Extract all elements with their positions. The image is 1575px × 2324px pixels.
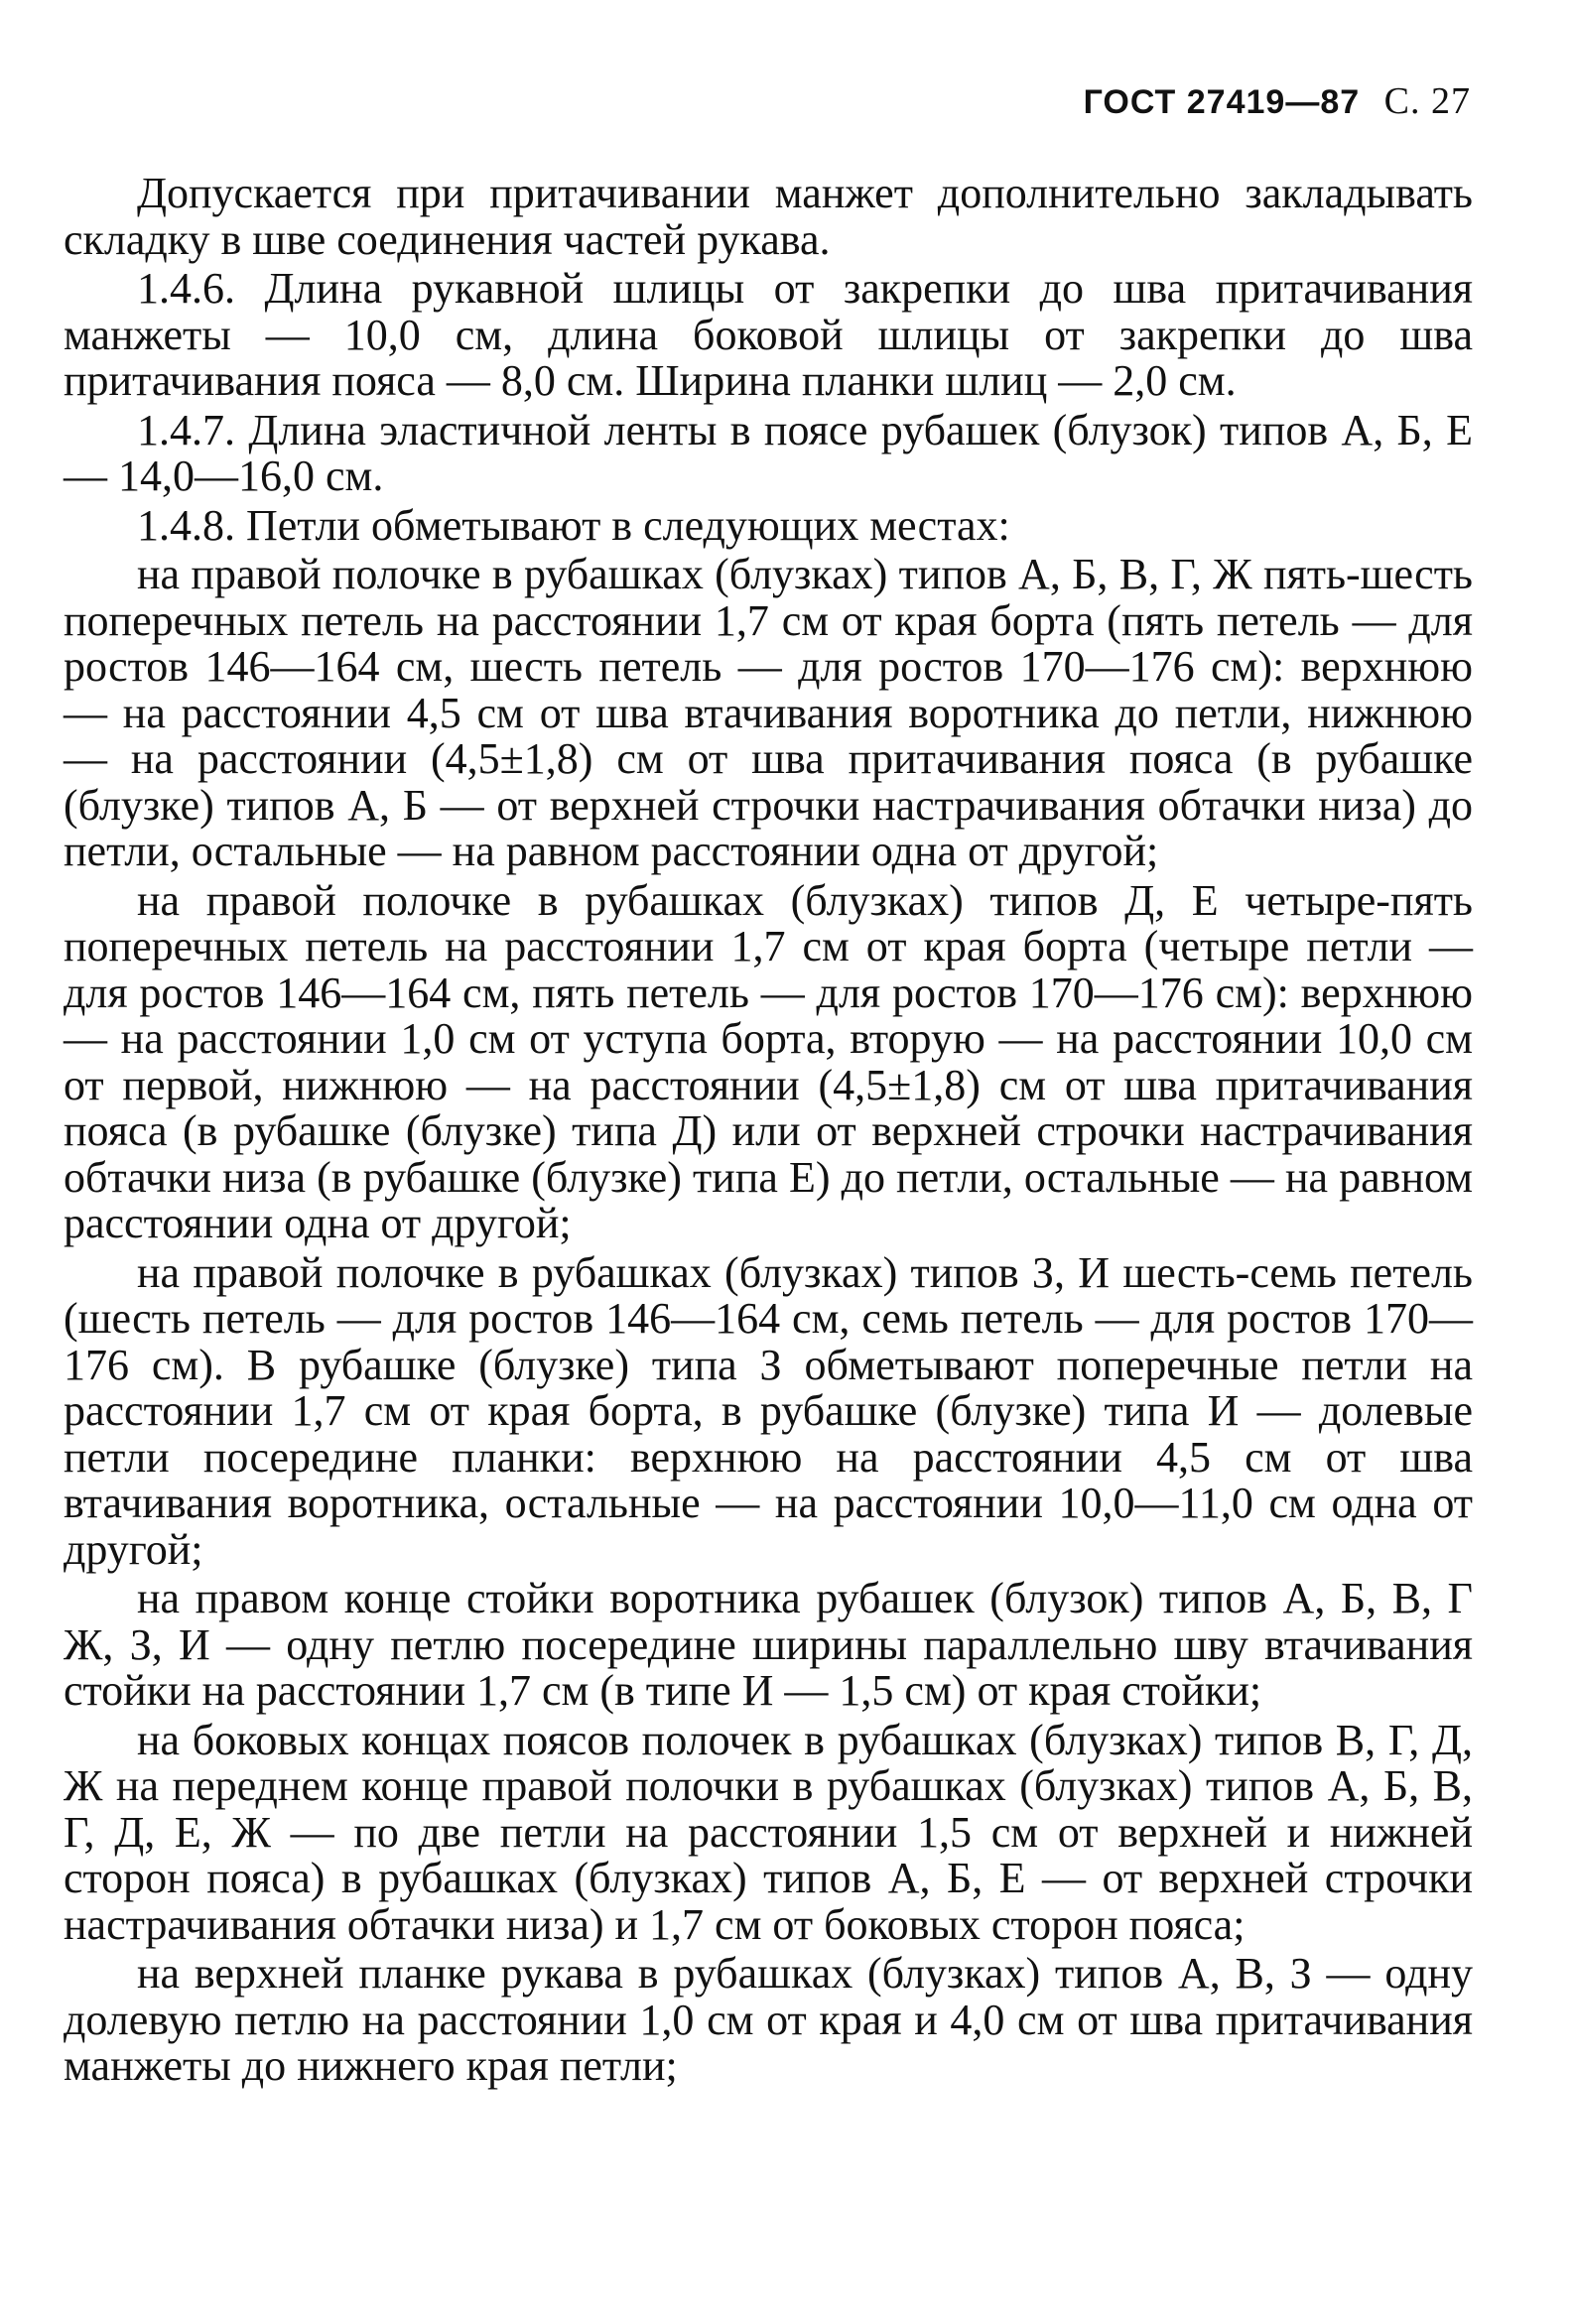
list-item-belt-ends: на боковых концах поясов полочек в рубашках (блузках) типов В, Г, Д, Ж на переднем конце правой полочки в рубашках (блузках) типов А, Б, В, Г, Д, Е, Ж — по две петли на расстоянии 1,5 см от верхней и нижней сторон пояса) в рубашках (блузках) типов А, Б, Е — от верхней строчки настрачивания обтачки низа) и 1,7 см от боковых сторон пояса;	[64, 1715, 1473, 1949]
paragraph-cuff-fold: Допускается при притачивании манжет дополнительно закладывать складку в шве соединения частей рукава.	[64, 169, 1473, 264]
page-header	[1084, 79, 1471, 123]
list-item-sleeve-placket: на верхней планке рукава в рубашках (блузках) типов А, В, З — одну долевую петлю на расстоянии 1,0 см от края и 4,0 см от шва притачивания манжеты до нижнего края петли;	[64, 1949, 1473, 2090]
list-item-collar-stand: на правом конце стойки воротника рубашек (блузок) типов А, Б, В, Г Ж, З, И — одну петлю посередине ширины параллельно шву втачивания стойки на расстоянии 1,7 см (в типе И — 1,5 см) от края стойки;	[64, 1574, 1473, 1715]
paragraph-1-4-7: 1.4.7. Длина эластичной ленты в поясе рубашек (блузок) типов А, Б, Е — 14,0—16,0 см.	[64, 405, 1473, 500]
page-number: С. 27	[1383, 80, 1471, 122]
list-item-front-types-d-e: на правой полочке в рубашках (блузках) типов Д, Е четыре-пять поперечных петель на расстоянии 1,7 см от края борта (четыре петли — для ростов 146—164 см, пять петель — для ростов 170—176 см): верхнюю — на расстоянии 1,0 см от уступа борта, вторую — на расстоянии 10,0 см от первой, нижнюю — на расстоянии (4,5±1,8) см от шва притачивания пояса (в рубашке (блузке) типа Д) или от верхней строчки настрачивания обтачки низа (в рубашке (блузке) типа Е) до петли, остальные — на равном расстоянии одна от другой;	[64, 875, 1473, 1247]
paragraph-1-4-6: 1.4.6. Длина рукавной шлицы от закрепки до шва притачивания манжеты — 10,0 см, длина боковой шлицы от закрепки до шва притачивания пояса — 8,0 см. Ширина планки шлиц — 2,0 см.	[64, 264, 1473, 405]
list-item-front-types-z-i: на правой полочке в рубашках (блузках) типов З, И шесть-семь петель (шесть петель — для ростов 146—164 см, семь петель — для ростов 170—176 см). В рубашке (блузке) типа З обметывают поперечные петли на расстоянии 1,7 см от края борта, в рубашке (блузке) типа И — долевые петли посередине планки: верхнюю на расстоянии 4,5 см от шва втачивания воротника, остальные — на расстоянии 10,0—11,0 см одна от другой;	[64, 1247, 1473, 1574]
body-text	[64, 171, 1473, 2093]
list-item-front-types-a-zh: на правой полочке в рубашках (блузках) типов А, Б, В, Г, Ж пять-шесть поперечных петель на расстоянии 1,7 см от края борта (пять петель — для ростов 146—164 см, шесть петель — для ростов 170—176 см): верхнюю — на расстоянии 4,5 см от шва втачивания воротника до петли, нижнюю — на расстоянии (4,5±1,8) см от шва притачивания пояса (в рубашке (блузке) типов А, Б — от верхней строчки настрачивания обтачки низа) до петли, остальные — на равном расстоянии одна от другой;	[64, 550, 1473, 875]
standard-number: ГОСТ 27419—87	[1083, 83, 1361, 121]
paragraph-1-4-8: 1.4.8. Петли обметывают в следующих местах:	[137, 500, 1010, 550]
